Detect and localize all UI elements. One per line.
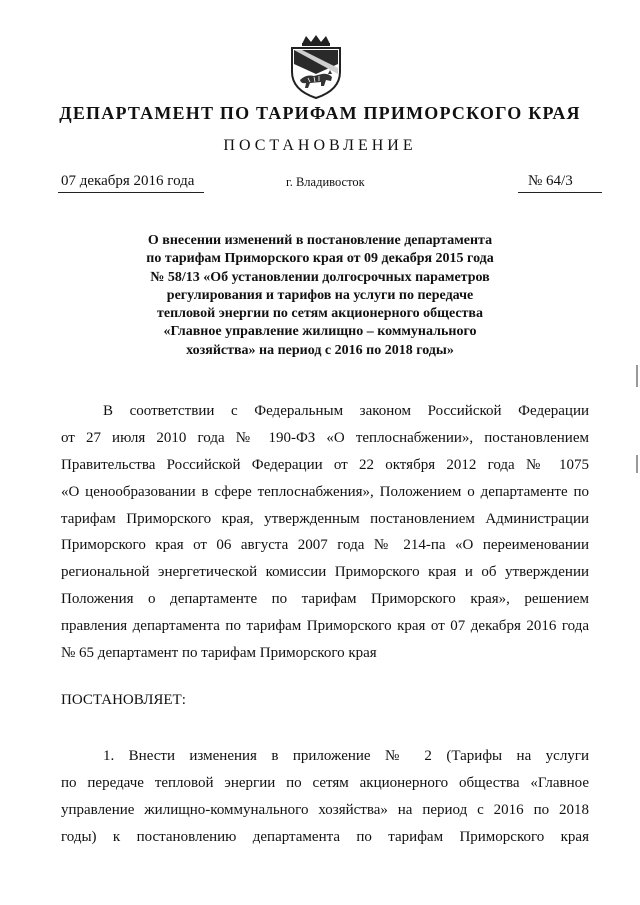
subject-line: по тарифам Приморского края от 09 декабря 2015 года bbox=[146, 251, 494, 267]
resolves-heading: ПОСТАНОВЛЯЕТ: bbox=[61, 692, 186, 708]
paragraph-line: правления департамента по тарифам Приморского края от 07 декабря 2016 года bbox=[61, 618, 589, 635]
paragraph-line: № 65 департамент по тарифам Приморского края bbox=[61, 645, 377, 662]
subject-line: хозяйства» на период с 2016 по 2018 годы» bbox=[186, 342, 454, 358]
preamble-paragraph bbox=[61, 398, 589, 667]
paragraph-line: региональной энергетической комиссии Приморского края и об утверждении bbox=[61, 564, 589, 581]
paragraph-line: тарифам Приморского края, утвержденным постановлением Администрации bbox=[61, 510, 589, 527]
scan-margin-mark bbox=[636, 455, 638, 473]
paragraph-line: годы) к постановлению департамента по тарифам Приморского края bbox=[61, 828, 589, 845]
document-city: г. Владивосток bbox=[286, 175, 365, 189]
date-underline bbox=[58, 192, 204, 193]
document-date: 07 декабря 2016 года bbox=[61, 173, 195, 189]
paragraph-line: по передаче тепловой энергии по сетям акционерного общества «Главное bbox=[61, 774, 589, 791]
subject-line: тепловой энергии по сетям акционерного общества bbox=[157, 306, 483, 322]
paragraph-line: 1. Внести изменения в приложение № 2 (Тарифы на услуги bbox=[103, 748, 589, 764]
paragraph-line: Положения о департаменте по тарифам Приморского края», решением bbox=[61, 591, 589, 608]
paragraph-line: управление жилищно-коммунального хозяйства» на период с 2016 по 2018 bbox=[61, 801, 589, 818]
paragraph-line: от 27 июля 2010 года № 190-ФЗ «О теплоснабжении», постановлением bbox=[61, 429, 589, 446]
subject-line: № 58/13 «Об установлении долгосрочных параметров bbox=[150, 269, 490, 285]
coat-of-arms-emblem bbox=[288, 34, 344, 100]
paragraph-line: В соответствии с Федеральным законом Российской Федерации bbox=[103, 403, 589, 419]
department-title: ДЕПАРТАМЕНТ ПО ТАРИФАМ ПРИМОРСКОГО КРАЯ bbox=[59, 103, 581, 123]
number-underline bbox=[518, 192, 602, 193]
paragraph-line: Правительства Российской Федерации от 22 октября 2012 года № 1075 bbox=[61, 456, 589, 473]
scan-margin-mark bbox=[636, 365, 638, 387]
document-subject bbox=[100, 232, 540, 360]
subject-line: регулирования и тарифов на услуги по передаче bbox=[166, 287, 474, 303]
document-type: ПОСТАНОВЛЕНИЕ bbox=[223, 137, 417, 154]
paragraph-line: Приморского края от 06 августа 2007 года № 214-па «О переименовании bbox=[61, 537, 589, 554]
tiger-shield-icon bbox=[288, 34, 344, 100]
clause-1-paragraph bbox=[61, 743, 589, 851]
paragraph-line: «О ценообразовании в сфере теплоснабжения», Положением о департаменте по bbox=[61, 483, 589, 500]
document-number: № 64/3 bbox=[528, 173, 573, 189]
subject-line: «Главное управление жилищно – коммунального bbox=[163, 324, 477, 340]
subject-line: О внесении изменений в постановление департамента bbox=[147, 233, 493, 248]
